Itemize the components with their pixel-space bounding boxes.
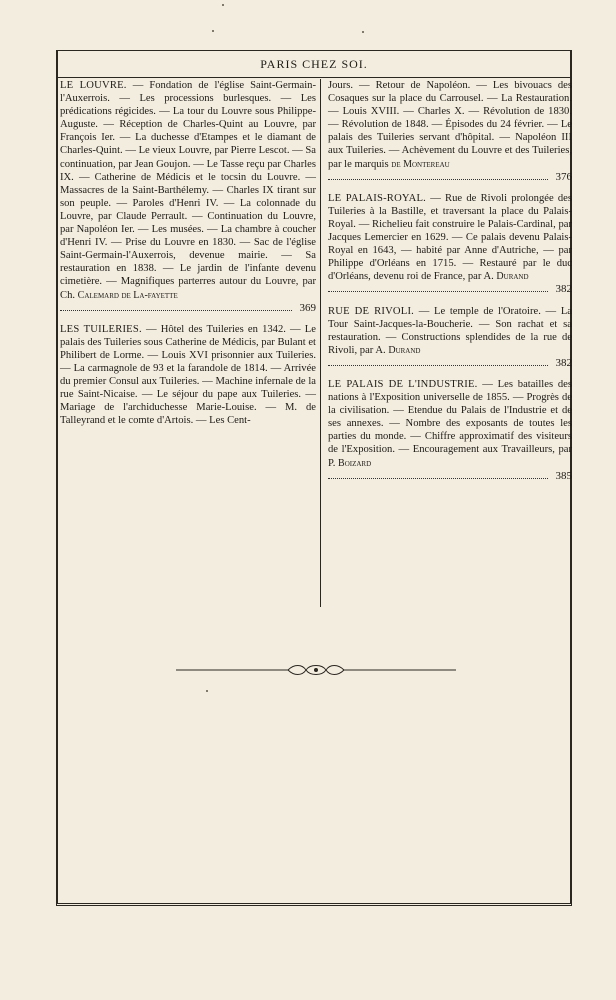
paper-speck	[222, 4, 224, 6]
entry-heading: RUE DE RIVOLI.	[328, 305, 415, 317]
entry-heading: LE PALAIS DE L'INDUSTRIE.	[328, 378, 478, 390]
page-reference	[328, 470, 572, 483]
page-number: 382	[555, 356, 572, 369]
page-reference	[328, 283, 572, 296]
dot-leader	[328, 291, 548, 292]
dot-leader	[328, 478, 548, 479]
ornament-divider	[176, 662, 456, 678]
entry-author: de Montereau	[391, 158, 450, 170]
paper-speck	[362, 31, 364, 33]
left-column	[60, 79, 316, 435]
page-reference	[60, 302, 316, 315]
entry-author: Durand	[388, 344, 421, 356]
page-number: 376	[555, 170, 572, 183]
entry-body: — Le temple de l'Oratoire. — La Tour Saint-Jacques-la-Boucherie. — Son rachat et sa restauration. — Constructions splendides de la rue de Rivoli, par A.	[328, 305, 572, 356]
column-divider	[320, 79, 321, 607]
toc-entry-tuileries	[60, 323, 316, 428]
paper-speck	[212, 30, 214, 32]
entry-text	[328, 305, 572, 357]
entry-body: Jours. — Retour de Napoléon. — Les bivouacs des Cosaques sur la place du Carrousel. — La Restauration. — Louis XVIII. — Charles X. — Révolution de 1830. — Révolution de 1848. — Épisodes du 24 février. — Le palais des Tuileries servant d'hôpital. — Napoléon III aux Tuileries. — Achèvement du Louvre et des Tuileries, par le marquis	[328, 80, 572, 170]
entry-body: — Rue de Rivoli prolongée des Tuileries à la Bastille, et traversant la place du Palais-Royal. — Richelieu fait construire le Palais-Cardinal, par Jacques Lemercier en 1629. — Ce palais devenu Palais-Royal en 1643, — habité par Anne d'Autriche, — par Philippe d'Orléans en 1715. — Restauré par le duc d'Orléans, devenu roi de France, par A.	[328, 192, 572, 283]
entry-heading: LE LOUVRE.	[60, 80, 127, 91]
page-frame	[56, 50, 572, 906]
entry-text	[60, 79, 316, 302]
entry-heading: LE PALAIS-ROYAL.	[328, 192, 426, 204]
entry-body: — Fondation de l'église Saint-Germain-l'Auxerrois. — Les processions burlesques. — Les prédications régicides. — La tour du Louvre sous Philippe-Auguste. — Réception de Charles-Quint au Louvre, par François Ier. — La duchesse d'Etampes et le diamant de Charles-Quint. — Le vieux Louvre, par Pierre Lescot. — Sa continuation, par Jean Goujon. — Le Tasse reçu par Charles IX. — Catherine de Médicis et le tocsin du Louvre. — Massacres de la Saint-Barthélemy. — Charles IX tirant sur son peuple. — Paroles d'Henri IV. — La colonnade du Louvre, par Claude Perrault. — Continuation du Louvre, par Napoléon Ier. — Les musées. — La chambre à coucher d'Henri IV. — Prise du Louvre en 1830. — Sac de l'église Saint-Germain-l'Auxerrois, devenue mairie. — Sa restauration en 1838. — Le jardin de l'infante devenu cimetière. — Magnifiques parterres autour du Louvre, par Ch.	[60, 80, 316, 301]
toc-entry-louvre	[60, 79, 316, 315]
entry-body: — Les batailles des nations à l'Exposition universelle de 1855. — Progrès de la civilisation. — Etendue du Palais de l'Industrie et de ses annexes. — Nombre des exposants de toutes les parties du monde. — Chiffre approximatif des visiteurs de l'Exposition. — Encouragement aux Travailleurs, par P.	[328, 378, 572, 469]
entry-author: Boizard	[338, 457, 372, 469]
page-number: 369	[299, 301, 316, 314]
dot-leader	[328, 179, 548, 180]
page-number: 382	[555, 283, 572, 296]
entry-heading: LES TUILERIES.	[60, 323, 142, 335]
right-column	[326, 79, 572, 491]
entry-text	[328, 79, 572, 171]
entry-text	[60, 323, 316, 428]
entry-body: — Hôtel des Tuileries en 1342. — Le palais des Tuileries sous Catherine de Médicis, par Bulant et Philibert de Lorme. — Louis XVI prisonnier aux Tuileries. — La carmagnole de 93 et la farandole de 1814. — Arrivée du premier Consul aux Tuileries. — Machine infernale de la rue Saint-Nicaise. — Le séjour du pape aux Tuileries. — Mariage de l'archiduchesse Marie-Louise. — M. de Talleyrand et le comte d'Artois. — Les Cent-	[60, 323, 316, 427]
page-reference	[328, 171, 572, 184]
dot-leader	[328, 365, 548, 366]
entry-author: Calemard de La-fayette	[77, 289, 178, 301]
toc-entry-rue-de-rivoli	[328, 305, 572, 370]
entry-text	[328, 378, 572, 470]
toc-entry-palais-industrie	[328, 378, 572, 483]
page-reference	[328, 357, 572, 370]
entry-text	[328, 192, 572, 284]
toc-entry-tuileries-continued	[328, 79, 572, 184]
dot-leader	[60, 310, 292, 311]
running-header: PARIS CHEZ SOI.	[58, 51, 570, 78]
page-number: 385	[555, 469, 572, 482]
toc-entry-palais-royal	[328, 192, 572, 297]
entry-author: Durand	[496, 271, 529, 283]
paper-speck	[206, 690, 208, 692]
